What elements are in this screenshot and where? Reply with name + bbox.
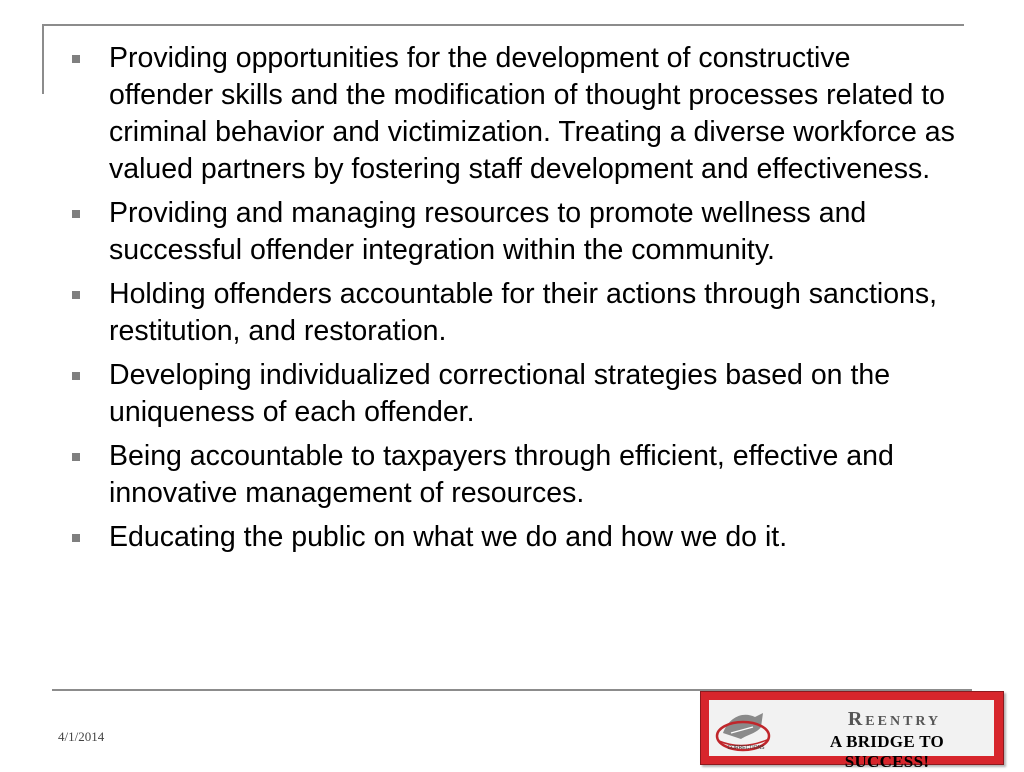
bullet-text: Providing and managing resources to promote wellness and successful offender integration within the community. bbox=[109, 197, 867, 266]
corrections-seal-icon bbox=[713, 703, 779, 753]
reentry-logo bbox=[700, 691, 1004, 771]
square-bullet-icon bbox=[72, 453, 80, 461]
logo-panel bbox=[709, 700, 994, 771]
bullet-text: Holding offenders accountable for their actions through sanctions, restitution, and restoration. bbox=[109, 278, 938, 347]
bullet-text: Being accountable to taxpayers through efficient, effective and innovative management of resources. bbox=[109, 440, 894, 509]
logo-title: Reentry bbox=[847, 708, 942, 730]
bullet-text: Providing opportunities for the development of constructive offender skills and the modification of thought processes related to criminal behavior and victimization. Treating a diverse workforce as valued partners by fostering staff development and effectiveness. bbox=[109, 42, 955, 185]
square-bullet-icon bbox=[72, 291, 80, 299]
square-bullet-icon bbox=[72, 534, 80, 542]
slide-date: 4/1/2014 bbox=[58, 729, 105, 744]
list-item bbox=[72, 195, 962, 269]
list-item bbox=[72, 40, 962, 188]
square-bullet-icon bbox=[72, 372, 80, 380]
list-item bbox=[72, 519, 962, 556]
svg-text:CORRECTIONS: CORRECTIONS bbox=[727, 745, 765, 751]
left-divider bbox=[42, 24, 44, 94]
list-item bbox=[72, 438, 962, 512]
list-item bbox=[72, 276, 962, 350]
square-bullet-icon bbox=[72, 210, 80, 218]
bullet-text: Developing individualized correctional strategies based on the uniqueness of each offender. bbox=[109, 359, 891, 428]
bullet-list bbox=[72, 40, 962, 563]
square-bullet-icon bbox=[72, 55, 80, 63]
list-item bbox=[72, 357, 962, 431]
top-divider bbox=[42, 24, 964, 26]
bullet-text: Educating the public on what we do and how we do it. bbox=[109, 521, 788, 553]
logo-tagline: A BRIDGE TO SUCCESS! bbox=[829, 732, 945, 771]
